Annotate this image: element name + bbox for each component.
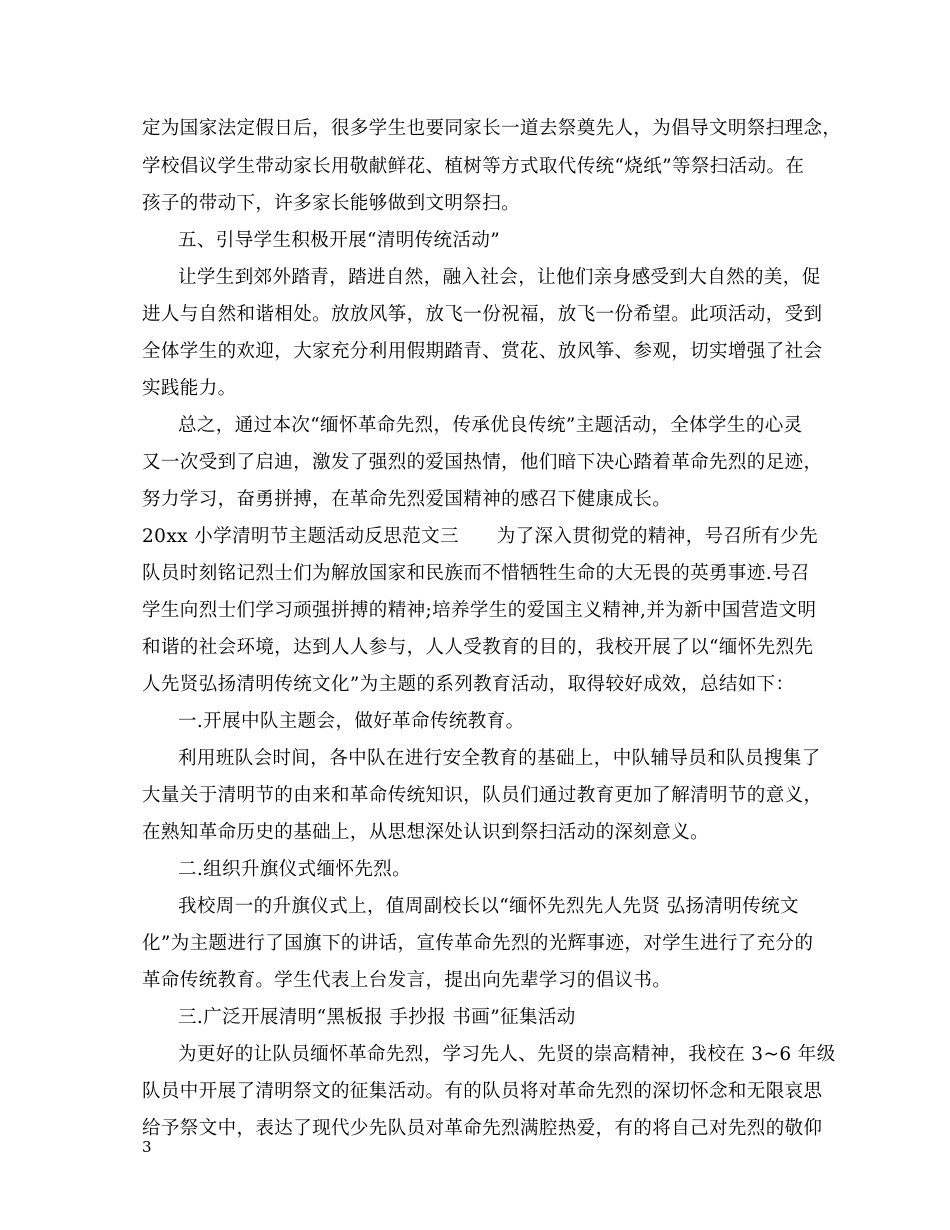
paragraph-first-line: 让学生到郊外踏青，踏进自然，融入社会，让他们亲身感受到大自然的美，促 — [178, 267, 821, 288]
body-text-line: 学校倡议学生带动家长用敬献鲜花、植树等方式取代传统“烧纸”等祭扫活动。在 — [142, 156, 805, 177]
body-text-line: 又一次受到了启迪，激发了强烈的爱国热情，他们暗下决心踏着革命先烈的足迹， — [142, 452, 823, 473]
paragraph-first-line: 总之，通过本次“缅怀革命先烈，传承优良传统”主题活动，全体学生的心灵 — [178, 415, 803, 436]
body-text-line: 全体学生的欢迎，大家充分利用假期踏青、赏花、放风筝、参观，切实增强了社会 — [142, 341, 823, 362]
section-heading: 三.广泛开展清明“黑板报 手抄报 书画”征集活动 — [178, 1007, 576, 1028]
body-text-line: 革命传统教育。学生代表上台发言，提出向先辈学习的倡议书。 — [142, 970, 672, 991]
body-text-line: 大量关于清明节的由来和革命传统知识，队员们通过教育更加了解清明节的意义， — [142, 785, 823, 806]
section-heading: 二.组织升旗仪式缅怀先烈。 — [178, 859, 412, 880]
body-text-line: 学生向烈士们学习顽强拼搏的精神;培养学生的爱国主义精神,并为新中国营造文明 — [142, 600, 817, 621]
section-heading: 五、引导学生积极开展“清明传统活动” — [178, 230, 501, 251]
paragraph-first-line: 利用班队会时间，各中队在进行安全教育的基础上，中队辅导员和队员搜集了 — [178, 748, 821, 769]
paragraph-first-line: 我校周一的升旗仪式上，值周副校长以“缅怀先烈先人先贤 弘扬清明传统文 — [178, 896, 799, 917]
body-text-line: 进人与自然和谐相处。放放风筝，放飞一份祝福，放飞一份希望。此项活动，受到 — [142, 304, 823, 325]
section-heading: 一.开展中队主题会，做好革命传统教育。 — [178, 711, 525, 732]
article-title-line: 20xx 小学清明节主题活动反思范文三 为了深入贯彻党的精神，号召所有少先 — [142, 526, 818, 547]
body-text-line: 实践能力。 — [142, 378, 237, 399]
body-text-line: 给予祭文中，表达了现代少先队员对革命先烈满腔热爱，有的将自己对先烈的敬仰 — [142, 1118, 823, 1139]
body-text-line: 孩子的带动下，许多家长能够做到文明祭扫。 — [142, 193, 521, 214]
paragraph-first-line: 为更好的让队员缅怀革命先烈，学习先人、先贤的崇高精神，我校在 3~6 年级 — [178, 1044, 836, 1065]
body-text-line: 人先贤弘扬清明传统文化”为主题的系列教育活动，取得较好成效，总结如下： — [142, 674, 795, 695]
body-text-line: 定为国家法定假日后，很多学生也要同家长一道去祭奠先人，为倡导文明祭扫理念， — [142, 118, 842, 139]
body-text-line: 队员时刻铭记烈士们为解放国家和民族而不惜牺牲生命的大无畏的英勇事迹.号召 — [142, 563, 810, 584]
body-text-line: 队员中开展了清明祭文的征集活动。有的队员将对革命先烈的深切怀念和无限哀思 — [142, 1081, 823, 1102]
body-text-line: 化”为主题进行了国旗下的讲话，宣传革命先烈的光辉事迹，对学生进行了充分的 — [142, 933, 814, 954]
body-text-line: 努力学习，奋勇拼搏，在革命先烈爱国精神的感召下健康成长。 — [142, 489, 672, 510]
body-text-line: 和谐的社会环境，达到人人参与，人人受教育的目的，我校开展了以“缅怀先烈先 — [142, 637, 814, 658]
page-number: 3 — [142, 1138, 152, 1156]
body-text-line: 在熟知革命历史的基础上，从思想深处认识到祭扫活动的深刻意义。 — [142, 822, 710, 843]
